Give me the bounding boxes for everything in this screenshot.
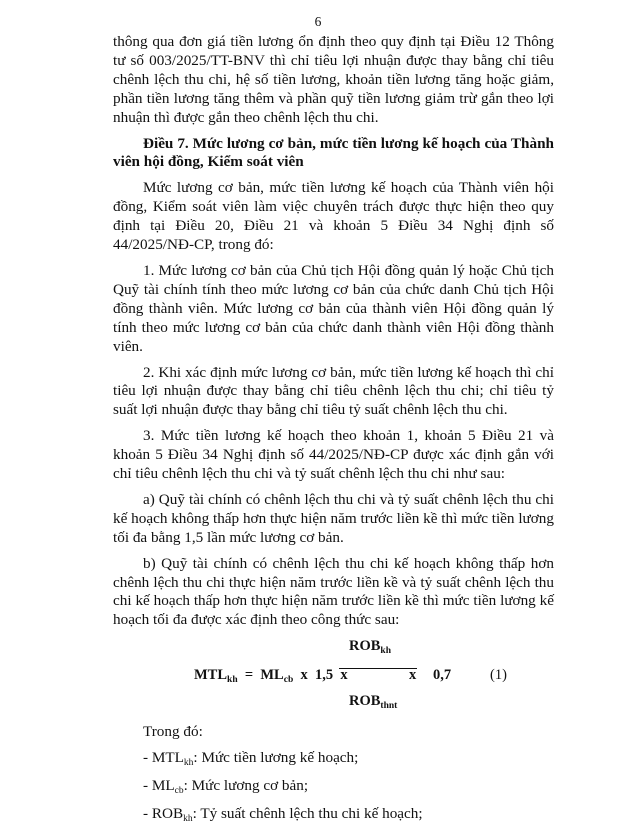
paragraph-continuation: thông qua đơn giá tiền lương ổn định theo quy định tại Điều 12 Thông tư số 003/2025/TT-BNV thì chỉ tiêu lợi nhuận được thay bằng chỉ tiêu chênh lệch thu chi, hệ số tiền lương, khoản tiền lương tăng hoặc giảm, phần tiền lương tăng thêm và phần quỹ tiền lương giảm trừ gắn theo lợi nhuận thì được gắn theo chênh lệch thu chi. [113,33,554,126]
clause-1: 1. Mức lương cơ bản của Chủ tịch Hội đồng quản lý hoặc Chủ tịch Quỹ tài chính tính theo mức lương cơ bản của chức danh Chủ tịch Hội đồng thành viên. Mức lương cơ bản của thành viên Hội đồng quản lý tính theo mức lương cơ bản của chức danh thành viên Hội đồng thành viên. [113,261,554,355]
definition-ml-term: - ML [143,777,175,795]
clause-2: 2. Khi xác định mức lương cơ bản, mức tiền lương kế hoạch thì chỉ tiêu lợi nhuận được thay bằng chỉ tiêu chênh lệch thu chi; chỉ tiêu tỷ suất lợi nhuận được thay bằng chỉ tiêu tỷ suất chênh lệch thu chi. [113,363,554,419]
definition-mtl-subscript: kh [183,758,194,769]
formula-rob-denominator-subscript: thnt [380,701,398,712]
where-label: Trong đó: [143,723,203,741]
formula-mtl: MTL [194,667,228,684]
document-body [113,33,554,833]
definition-mtl-text: : Mức tiền lương kế hoạch; [193,749,359,767]
page-number: 6 [314,14,322,29]
definition-mtl-term: - MTL [143,749,184,767]
formula-rob-denominator: ROB [349,693,381,710]
formula-rob-numerator: ROB [349,638,381,655]
formula-coefficient: 0,7 [433,667,452,684]
formula-denominator [349,692,397,711]
point-b: b) Quỹ tài chính có chênh lệch thu chi kế hoạch không thấp hơn chênh lệch thu chi thực hiện năm trước liền kề và tỷ suất chênh lệch thu chi kế hoạch thấp hơn thực hiện năm trước liền kề thì mức tiền lương kế hoạch tối đa được xác định theo công thức sau: [113,554,554,629]
formula-times-1: x [300,667,308,684]
paragraph-article-7-intro: Mức lương cơ bản, mức tiền lương kế hoạch của Thành viên hội đồng, Kiểm soát viên làm việc chuyên trách được thực hiện theo quy định tại Điều 20, Điều 21 và khoản 5 Điều 34 Nghị định số 44/2025/NĐ-CP, trong đó: [113,179,554,254]
formula-equation-number: (1) [490,667,507,684]
salary-formula [113,637,554,715]
definition-rob-term: - ROB [143,805,184,822]
formula-equals: = [244,667,254,684]
formula-times-2: x [409,667,417,684]
formula-rob-numerator-subscript: kh [380,646,391,657]
definition-ml-text: : Mức lương cơ bản; [183,777,309,795]
formula-left-side [194,666,348,685]
definition-ml [113,777,554,796]
formula-times-fraction: x [340,667,348,684]
definition-rob-text: : Tỷ suất chênh lệch thu chi kế hoạch; [192,805,423,822]
formula-numerator [349,637,391,656]
article-7-heading: Điều 7. Mức lương cơ bản, mức tiền lương kế hoạch của Thành viên hội đồng, Kiểm soát viên [113,134,554,171]
formula-fraction-bar [339,668,417,669]
point-a: a) Quỹ tài chính có chênh lệch thu chi và tỷ suất chênh lệch thu chi kế hoạch không thấp hơn thực hiện năm trước liền kề thì mức tiền lương tối đa bằng 1,5 lần mức lương cơ bản. [113,490,554,546]
formula-ml-subscript: cb [283,675,294,686]
definition-mtl [113,749,554,768]
formula-ml: ML [260,667,284,684]
definition-rob-subscript: kh [183,814,193,824]
formula-factor: 1,5 [314,667,334,684]
formula-mtl-subscript: kh [227,675,238,686]
clause-3: 3. Mức tiền lương kế hoạch theo khoản 1, khoản 5 Điều 21 và khoản 5 Điều 34 Nghị định số 44/2025/NĐ-CP được xác định gắn với chỉ tiêu chênh lệch thu chi và tỷ suất chênh lệch thu chi như sau: [113,427,554,483]
definition-ml-subscript: cb [174,786,184,797]
definition-rob [113,805,554,824]
